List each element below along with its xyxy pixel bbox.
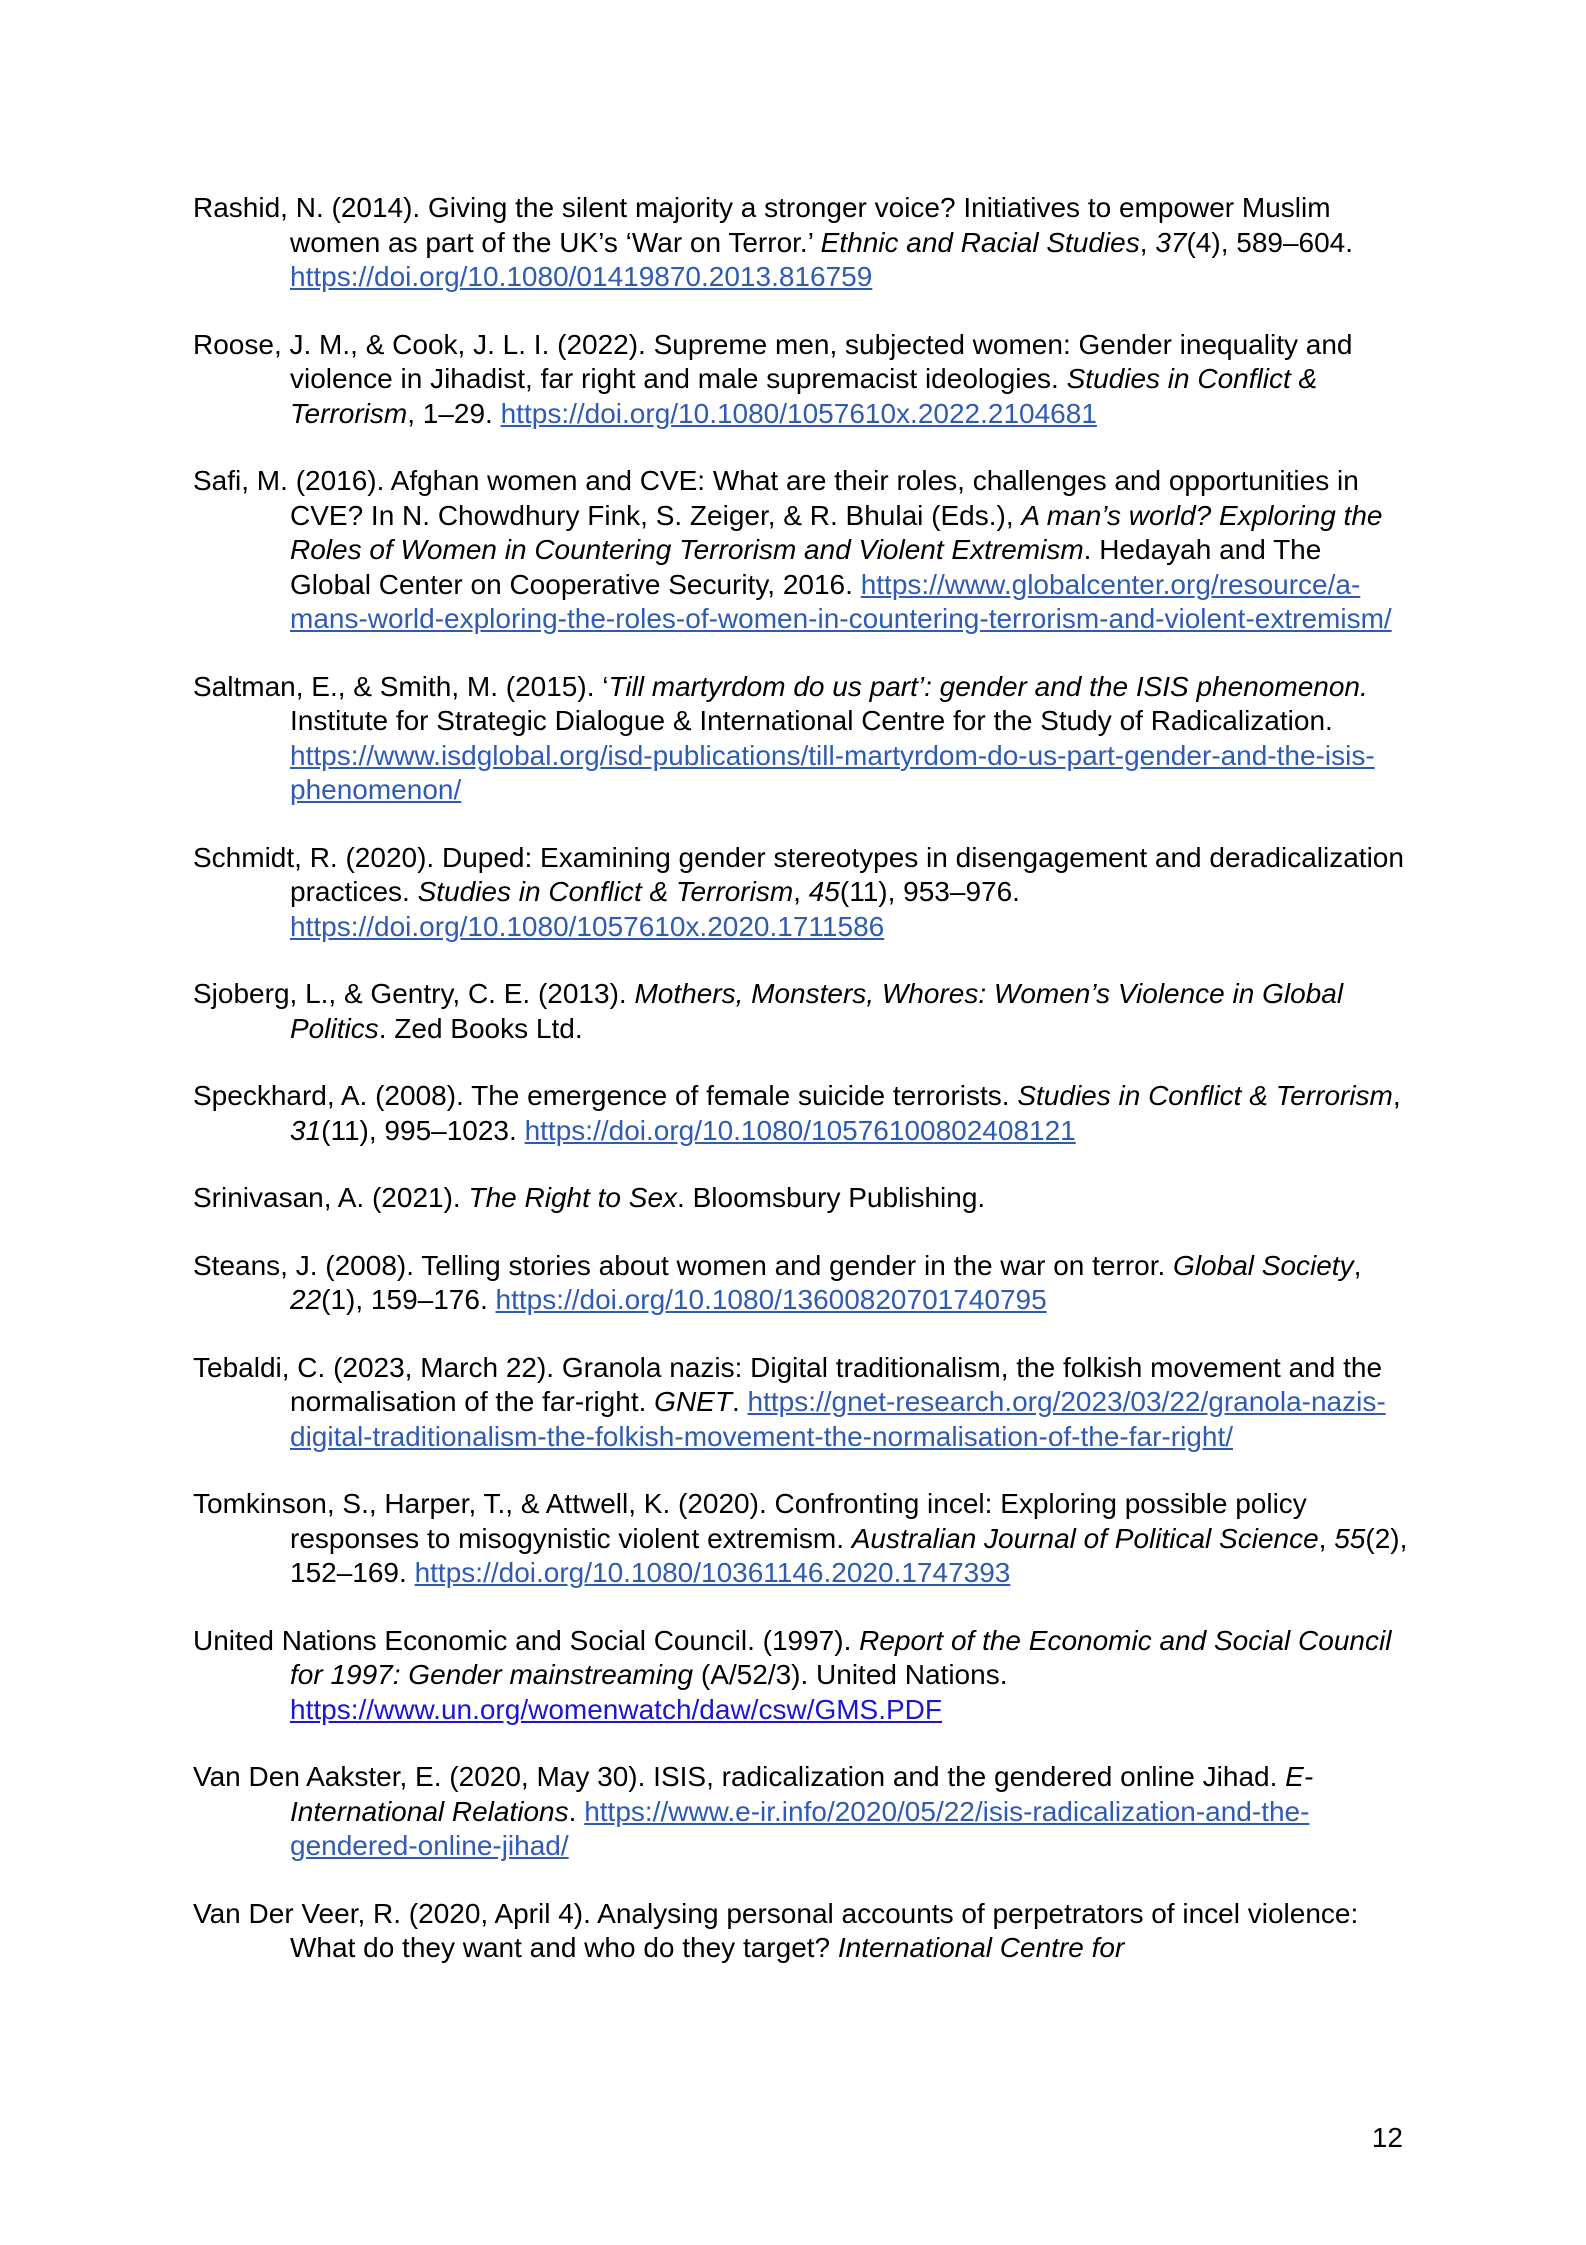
reference-link[interactable]: https://doi.org/10.1080/10361146.2020.1747393 [414,1557,1011,1588]
reference-text: (11), 953–976. [839,876,1020,907]
reference-entry [193,1181,1408,1216]
reference-entry [193,1897,1408,1966]
reference-text: , [1318,1522,1335,1554]
reference-text: Schmidt, R. (2020). Duped: Examining gender stereotypes in disengagement and deradicalization practices. [193,841,1404,907]
reference-text: , 1–29. [407,397,501,429]
reference-entry [193,1760,1408,1864]
reference-italic-text: Till martyrdom do us part’: gender and the ISIS phenomenon. [608,670,1368,702]
reference-text: Institute for Strategic Dialogue & International Centre for the Study of Radicalization. [290,705,1333,736]
reference-italic-text: 37 [1155,226,1187,258]
reference-italic-text: Australian Journal of Political Science [851,1522,1319,1554]
reference-list [193,191,1408,1999]
reference-entry [193,1079,1408,1148]
reference-entry [193,464,1408,637]
reference-italic-text: GNET [654,1386,732,1417]
reference-text: . [731,1386,748,1417]
reference-italic-text: 45 [808,876,840,907]
reference-text: United Nations Economic and Social Council. (1997). [193,1624,860,1656]
page-number: 12 [1371,2122,1403,2153]
reference-text: (2), 152–169. [290,1522,1408,1588]
reference-italic-text: 22 [290,1284,322,1315]
reference-text: , [1353,1249,1362,1281]
reference-text: Roose, J. M., & Cook, J. L. I. (2022). Supreme men, subjected women: Gender inequality and violence in Jihadist, far right and male supremacist ideologies. [193,328,1353,394]
reference-italic-text: Studies in Conflict & Terrorism [1017,1080,1393,1111]
reference-italic-text: International Centre for [837,1932,1125,1963]
reference-text: (11), 995–1023. [321,1114,525,1146]
reference-entry [193,1624,1408,1728]
reference-text: , [1392,1080,1401,1111]
reference-text: . Bloomsbury Publishing. [677,1182,986,1213]
reference-text: Sjoberg, L., & Gentry, C. E. (2013). [193,978,635,1009]
reference-italic-text: Ethnic and Racial Studies [820,226,1140,258]
reference-text: . Hedayah and The Global Center on Cooperative Security, 2016. [290,534,1322,600]
reference-link[interactable]: https://www.e-ir.info/2020/05/22/isis-radicalization-and-the-gendered-online-jihad/ [290,1795,1310,1861]
reference-text: , [1139,226,1156,258]
reference-italic-text: Studies in Conflict & Terrorism [417,876,794,907]
reference-link[interactable]: https://doi.org/10.1080/1057610x.2022.2104681 [500,397,1097,429]
reference-link[interactable]: https://www.isdglobal.org/isd-publications/till-martyrdom-do-us-part-gender-and-the-isis-phenomenon/ [290,739,1375,805]
reference-text: Steans, J. (2008). Telling stories about women and gender in the war on terror. [193,1249,1174,1281]
reference-link[interactable]: https://www.globalcenter.org/resource/a-mans-world-exploring-the-roles-of-women-in-countering-terrorism-and-violent-extremism/ [290,568,1392,634]
reference-italic-text: Studies in Conflict & Terrorism [290,363,1318,429]
reference-text: , [793,876,809,907]
reference-entry [193,1249,1408,1318]
reference-text: (4), 589–604. [1186,226,1354,258]
reference-text: Van Der Veer, R. (2020, April 4). Analysing personal accounts of perpetrators of incel violence: What do they want and who do they target? [193,1897,1359,1963]
reference-link[interactable]: https://doi.org/10.1080/13600820701740795 [495,1284,1047,1315]
reference-text: Srinivasan, A. (2021). [193,1182,469,1213]
reference-italic-text: 55 [1334,1522,1366,1554]
reference-text: Saltman, E., & Smith, M. (2015). ‘ [193,670,609,702]
reference-link[interactable]: https://doi.org/10.1080/1057610x.2020.1711586 [290,910,885,942]
reference-italic-text: The Right to Sex [468,1182,678,1213]
reference-link[interactable]: https://doi.org/10.1080/10576100802408121 [524,1114,1076,1146]
reference-italic-text: E-International Relations [290,1761,1314,1827]
reference-text: (1), 159–176. [321,1284,496,1315]
reference-text: Tomkinson, S., Harper, T., & Attwell, K. (2020). Confronting incel: Exploring possible policy responses to misogynistic violent extremism. [193,1488,1307,1554]
reference-italic-text: Global Society [1173,1249,1354,1281]
reference-entry [193,328,1408,432]
reference-link[interactable]: https://gnet-research.org/2023/03/22/granola-nazis-digital-traditionalism-the-folkish-movement-the-normalisation-of-the-far-right/ [290,1386,1386,1452]
reference-text: Van Den Aakster, E. (2020, May 30). ISIS, radicalization and the gendered online Jihad. [193,1761,1286,1792]
reference-text: (A/52/3). United Nations. [693,1659,1008,1690]
reference-entry [193,191,1408,295]
reference-text: Tebaldi, C. (2023, March 22). Granola nazis: Digital traditionalism, the folkish movement and the normalisation of the far-right. [193,1351,1383,1417]
reference-italic-text: Report of the Economic and Social Council for 1997: Gender mainstreaming [290,1624,1392,1690]
reference-italic-text: Mothers, Monsters, Whores: Women’s Violence in Global Politics [290,978,1344,1044]
reference-italic-text: A man’s world? Exploring the Roles of Women in Countering Terrorism and Violent Extremism [290,499,1383,565]
reference-text: Rashid, N. (2014). Giving the silent majority a stronger voice? Initiatives to empower Muslim women as part of the UK’s ‘War on Terror.’ [193,192,1331,258]
reference-entry [193,670,1408,808]
reference-entry [193,841,1408,945]
reference-italic-text: 31 [290,1114,322,1146]
reference-link[interactable]: https://doi.org/10.1080/01419870.2013.816759 [290,261,873,292]
reference-text: . [568,1795,585,1827]
reference-entry [193,1487,1408,1591]
reference-link[interactable]: https://www.un.org/womenwatch/daw/csw/GMS.PDF [290,1693,942,1725]
reference-entry [193,1351,1408,1455]
reference-text: . Zed Books Ltd. [378,1012,583,1044]
reference-entry [193,977,1408,1046]
reference-text: Speckhard, A. (2008). The emergence of female suicide terrorists. [193,1080,1018,1111]
reference-text: Safi, M. (2016). Afghan women and CVE: What are their roles, challenges and opportunities in CVE? In N. Chowdhury Fink, S. Zeiger, & R. Bhulai (Eds.), [193,465,1359,531]
